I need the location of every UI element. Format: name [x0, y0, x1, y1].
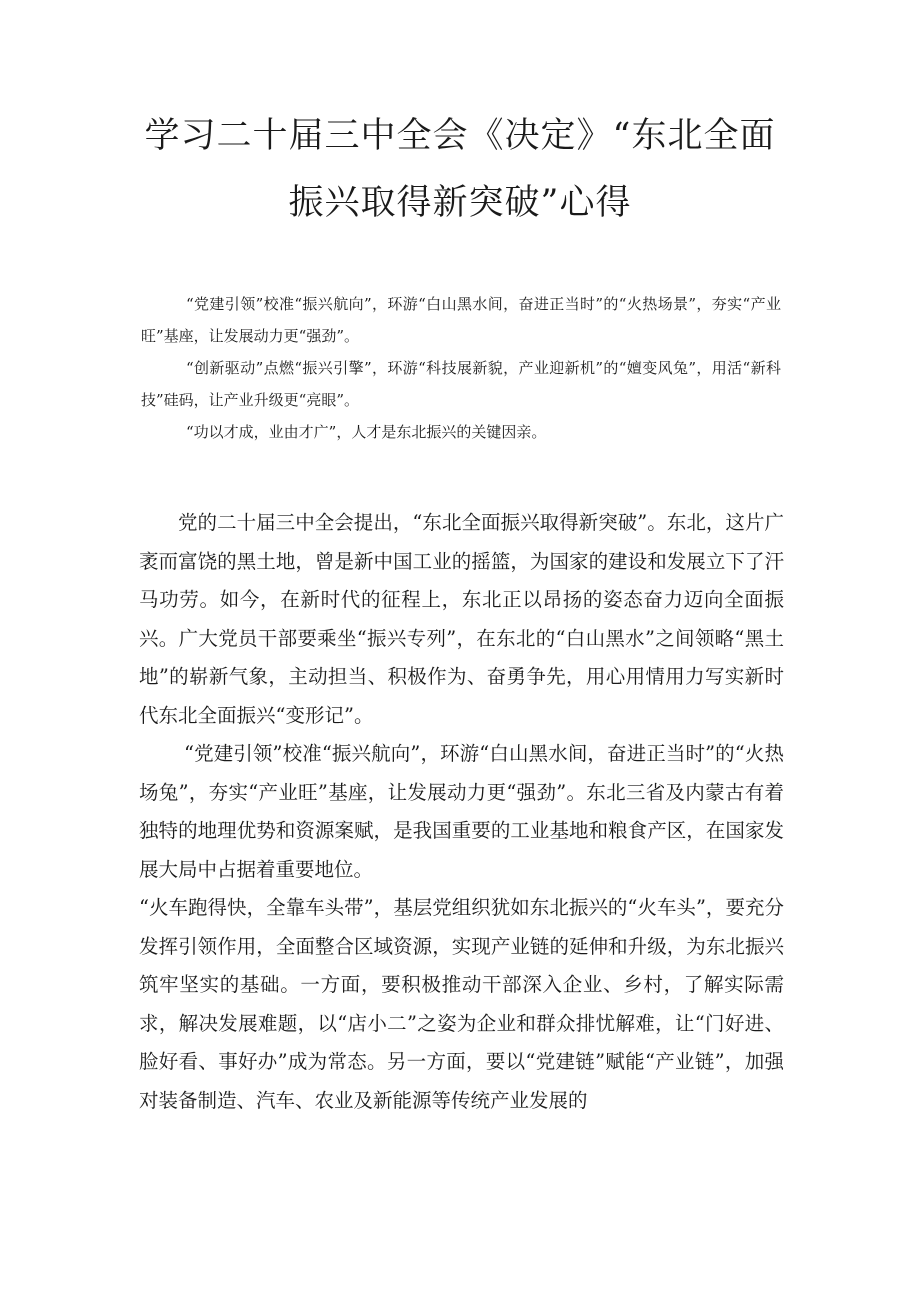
body-text: [139, 504, 784, 1120]
body-paragraph: “火车跑得快，全靠车头带”，基层党组织犹如东北振兴的“火车头”，要充分发挥引领作用，全面整合区域资源，实现产业链的延伸和升级，为东北振兴筑牢坚实的基础。一方面，要积极推动干部深入企业、乡村，了解实际需求，解决发展难题，以“店小二”之姿为企业和群众排忧解难，让“门好进、脸好看、事好办”成为常态。另一方面，要以“党建链”赋能“产业链”，加强对装备制造、汽车、农业及新能源等传统产业发展的: [139, 896, 784, 1112]
summary-paragraph: “党建引领”校准“振兴航向”，环游“白山黑水间，奋进正当时”的“火热场景”，夯实“产业旺”基座，让发展动力更“强劲”。: [141, 295, 781, 345]
body-paragraph: 党的二十届三中全会提出，“东北全面振兴取得新突破”。东北，这片广袤而富饶的黑土地，曾是新中国工业的摇篮，为国家的建设和发展立下了汗马功劳。如今，在新时代的征程上，东北正以昂扬的姿态奋力迈向全面振兴。广大党员干部要乘坐“振兴专列”，在东北的“白山黑水”之间领略“黑土地”的崭新气象，主动担当、积极作为、奋勇争先，用心用情用力写实新时代东北全面振兴“变形记”。: [139, 511, 784, 727]
body-paragraph: “党建引领”校准“振兴航向”，环游“白山黑水间，奋进正当时”的“火热场兔”，夯实“产业旺”基座，让发展动力更“强劲”。东北三省及内蒙古有着独特的地理优势和资源案赋，是我国重要的工业基地和粮食产区，在国家发展大局中占据着重要地位。: [139, 742, 784, 881]
summary-paragraph: “功以才成，业由才广”，人才是东北振兴的关键因亲。: [186, 423, 547, 441]
summary-paragraph: “创新驱动”点燃“振兴引擎”，环游“科技展新貌，产业迎新机”的“嬗变风兔”，用活“新科技”硅码，让产业升级更“亮眼”。: [141, 359, 781, 409]
summary-block: [141, 288, 781, 448]
title-line-2: 振兴取得新突破”心得: [288, 183, 632, 223]
title-line-1: 学习二十届三中全会《决定》“东北全面: [144, 116, 776, 156]
